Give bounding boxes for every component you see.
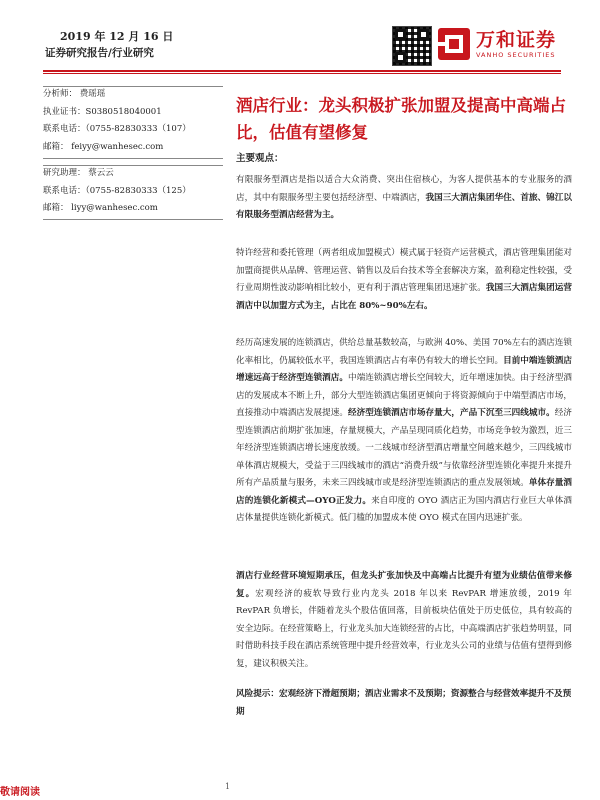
header-rule (43, 70, 561, 72)
logo-name-en: VANHO SECURITIES (476, 51, 556, 59)
page-mark: 1 (225, 782, 231, 791)
report-date: 2019 年 12 月 16 日 (60, 30, 174, 43)
analyst-block (43, 86, 191, 156)
analyst-name: 分析师： 费瑶瑶 (43, 89, 106, 99)
key-points-label: 主要观点： (236, 153, 284, 164)
paragraph-2: 特许经营和委托管理（两者组成加盟模式）模式属于轻资产运营模式，酒店管理集团能对加盟商提供从品牌、管理运营、销售以及后台技术等全套解决方案，盈利稳定性较强，受行业周期性波动影响相比较小，更有利于酒店管理集团迅速扩张。我国三大酒店集团运营酒店中以加盟方式为主，占比在 80%~90%左右。 (236, 248, 572, 311)
logo-mark-icon (436, 26, 472, 62)
assistant-name: 研究助理： 蔡云云 (43, 168, 114, 178)
assistant-phone: 联系电话：（0755-82830333（125） (43, 185, 191, 196)
assistant-block (43, 165, 191, 218)
paragraph-3: 经历高速发展的连锁酒店，供给总量基数较高，与欧洲 40%、美国 70%左右的酒店连锁化率相比，仍属较低水平，我国连锁酒店占有率仍有较大的增长空间。目前中端连锁酒店增速远高于经济型连锁酒店。中端连锁酒店增长空间较大，近年增速加快。由于经济型酒店的发展成本不断上升，部分大型连锁酒店集团更倾向于将资源倾向于中端型酒店市场，直接推动中端酒店发展提速。经济型连锁酒店市场存量大，产品下沉至三四线城市。经济型连锁酒店前期扩张加速，存量规模大，产品呈现同质化趋势，市场竞争较为激烈，近三年经济型连锁酒店增长速度放缓。一二线城市经济型酒店增量空间越来越少，三四线城市单体酒店规模大，受益于三四线城市的酒店“消费升级”与依靠经济型连锁化率提升来提升所有产品质量与服务，未来三四线城市或是经济型连锁酒店的重点发展领域。单体存量酒店的连锁化新模式—OYO正发力。来自印度的 OYO 酒店正为国内酒店行业巨大单体酒店体量提供连锁化新模式。低门槛的加盟成本使 OYO 模式在国内迅速扩张。 (236, 338, 573, 523)
analyst-cert: 执业证书：S0380518040001 (43, 106, 162, 117)
divider (43, 219, 223, 220)
report-type: 证券研究报告/行业研究 (45, 47, 154, 59)
risk-warning: 风险提示：宏观经济下滑超预期；酒店业需求不及预期；资源整合与经营效率提升不及预期 (236, 689, 572, 717)
footer-label: 敬请阅读 (0, 787, 40, 798)
paragraph-1: 有限服务型酒店是指以适合大众消费、突出住宿核心，为客人提供基本的专业服务的酒店，其中有限服务型主要包括经济型、中端酒店，我国三大酒店集团华住、首旅、锦江以有限服务型酒店经营为主。 (236, 175, 572, 220)
logo-name-cn: 万和证券 (476, 29, 557, 51)
paragraph-4: 酒店行业经营环境短期承压，但龙头扩张加快及中高端占比提升有望为业绩估值带来修复。宏观经济的疲软导致行业内龙头 2018 年以来 RevPAR 增速放缓，2019 年 RevPAR 负增长，伴随着龙头个股估值回落，目前板块估值处于历史低位，具有较高的安全边际。在经营策略上，行业龙头加大连锁经营的占比，中高端酒店扩张趋势明显，同时借助科技手段在酒店系统管理中提升经营效率，行业龙头公司的业绩与估值有望得到修复，建议积极关注。 (236, 571, 572, 669)
report-title: 酒店行业：龙头积极扩张加盟及提高中高端占比，估值有望修复 (236, 96, 566, 142)
analyst-email: 邮箱： feiyy@wanhesec.com (43, 141, 164, 152)
divider (43, 158, 223, 159)
header-rule-thin (43, 73, 561, 74)
company-logo (436, 26, 556, 62)
qr-code (392, 26, 432, 66)
assistant-email: 邮箱： liyy@wanhesec.com (43, 203, 158, 213)
analyst-phone: 联系电话：（0755-82830333（107） (43, 124, 191, 134)
